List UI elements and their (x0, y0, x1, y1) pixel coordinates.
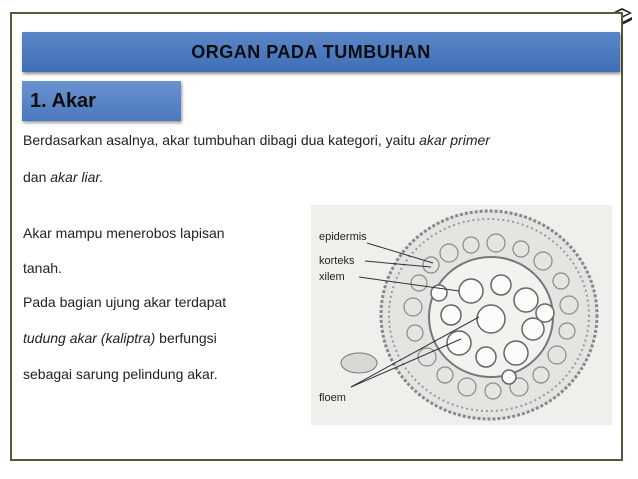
section-heading: 1. Akar (22, 81, 181, 121)
page-title (22, 32, 620, 72)
paragraph-line: Pada bagian ujung akar terdapat (23, 294, 227, 310)
intro-emphasis: akar liar. (50, 169, 104, 185)
label-floem: floem (319, 392, 346, 404)
paragraph-line: sebagai sarung pelindung akar. (23, 366, 218, 382)
intro-text: dan (23, 169, 51, 185)
intro-line-2 (23, 168, 103, 186)
paragraph-emphasis: tudung akar (kaliptra) (23, 330, 156, 346)
intro-line-1 (23, 131, 490, 149)
page-title-text: ORGAN PADA TUMBUHAN (191, 42, 431, 62)
paragraph-text: berfungsi (155, 330, 217, 346)
label-korteks: korteks (319, 255, 355, 267)
label-xilem: xilem (319, 271, 345, 283)
intro-text: Berdasarkan asalnya, akar tumbuhan dibagi dua kategori, yaitu (23, 132, 420, 148)
paragraph-line: tanah. (23, 260, 62, 276)
paragraph-line (23, 329, 217, 347)
paragraph-line: Akar mampu menerobos lapisan (23, 225, 225, 241)
label-epidermis: epidermis (319, 231, 367, 243)
intro-emphasis: akar primer (419, 132, 490, 148)
root-cross-section-image (311, 205, 612, 425)
